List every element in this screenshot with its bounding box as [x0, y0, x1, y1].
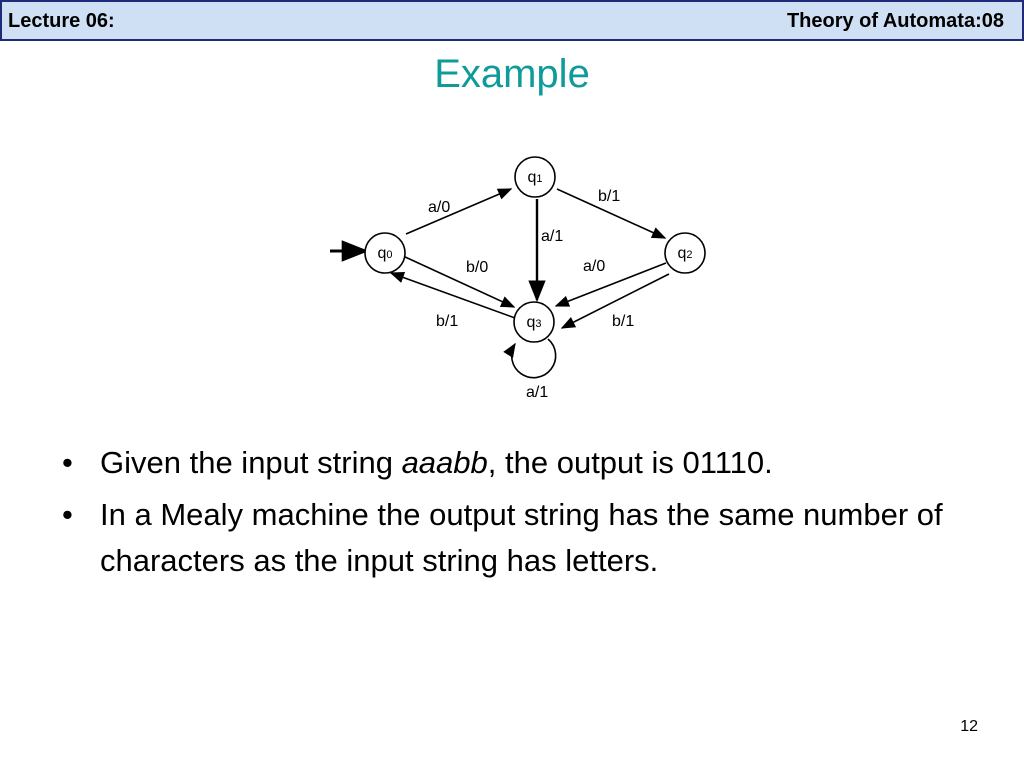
slide-title: Example	[434, 52, 590, 96]
state-q0	[365, 233, 405, 273]
bullet-item	[62, 440, 962, 486]
bullet-list	[62, 440, 962, 590]
svg-text:q3: q3	[526, 314, 542, 331]
bullet-item	[62, 492, 962, 584]
bullet-text-cont: , the output is 01110.	[487, 445, 773, 480]
svg-text:q1: q1	[527, 169, 543, 186]
edge-label-q3-q3: a/1	[526, 384, 549, 401]
edge-q0-q1	[406, 189, 511, 234]
svg-text:q2: q2	[677, 245, 693, 262]
bullet-text: In a Mealy machine the output string has the same number of characters as the input string has letters.	[100, 497, 943, 578]
edge-label-q0-q1: a/0	[428, 199, 451, 216]
svg-text:q0: q0	[377, 245, 393, 262]
bullet-emphasis: aaabb	[401, 445, 488, 480]
edge-q0-q3	[403, 256, 514, 307]
edge-label-q0-q3: b/0	[466, 259, 489, 276]
state-q2	[665, 233, 705, 273]
edge-label-q3-q2: b/1	[612, 313, 635, 330]
edge-label-q2-q3: a/0	[583, 258, 606, 275]
bullet-dot: •	[62, 497, 73, 532]
edge-label-q1-q3: a/1	[541, 228, 564, 245]
bullet-text: Given the input string	[100, 445, 402, 480]
edge-label-q3-q0: b/1	[436, 313, 459, 330]
state-q3	[514, 302, 554, 342]
bullet-dot: •	[62, 445, 73, 480]
edge-label-q1-q2: b/1	[598, 188, 621, 205]
edge-q3-q3-loop	[512, 339, 556, 378]
page-number: 12	[960, 718, 978, 735]
lecture-label: Lecture 06:	[8, 10, 115, 32]
course-label: Theory of Automata:08	[786, 10, 1004, 32]
state-q1	[515, 157, 555, 197]
